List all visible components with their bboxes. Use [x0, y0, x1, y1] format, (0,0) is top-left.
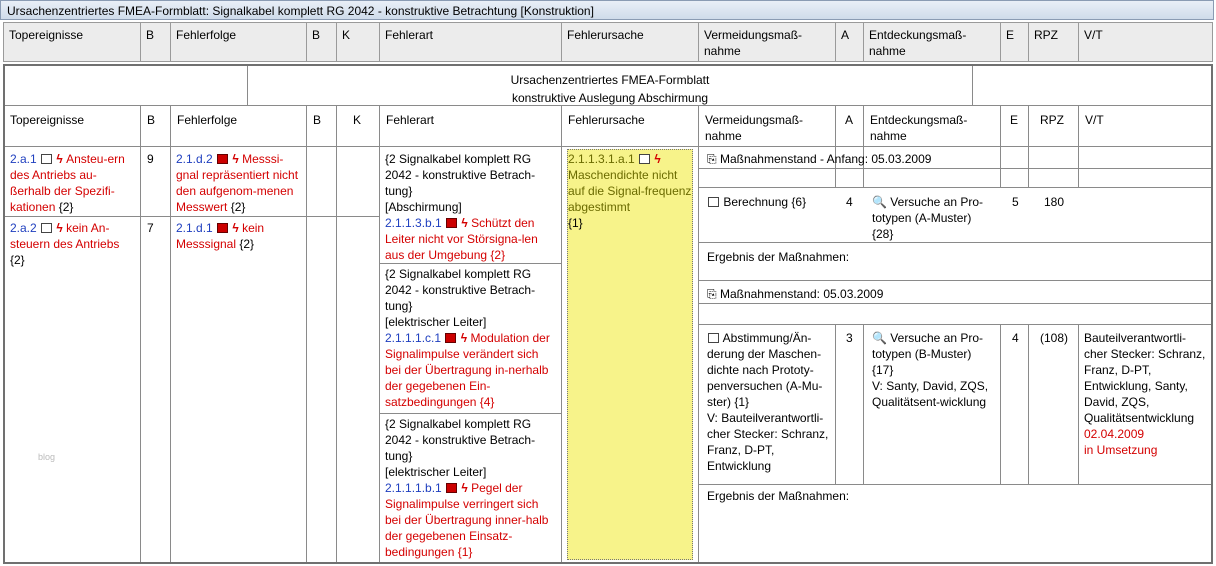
- failure-mode-text: Pegel der Signalimpulse verringert sich bei der Übertragung inner-halb der gegebenen Einsatz-bedingungen {1}: [385, 481, 549, 559]
- occurrence-a2: 3: [846, 331, 853, 345]
- col-rpz[interactable]: RPZ: [1029, 23, 1079, 61]
- window-title: Ursachenzentriertes FMEA-Formblatt: Signalkabel komplett RG 2042 - konstruktive Betrachtung [Konstruktion]: [0, 0, 1214, 20]
- detection-text: Versuche an Pro-totypen (B-Muster) {17}: [872, 331, 984, 377]
- failure-mode-code: 2.1.1.1.c.1: [385, 331, 442, 345]
- prevention-text: Abstimmung/Än-derung der Maschen-dichte nach Prototy-penversuchen (A-Mu-ster) {1}: [707, 331, 823, 409]
- form-col-b2: B: [313, 113, 322, 127]
- link-icon: [41, 223, 52, 233]
- measure-status-text: Maßnahmenstand - Anfang: 05.03.2009: [719, 152, 932, 166]
- rpz-2: (108): [1040, 331, 1069, 345]
- form-col-k: K: [353, 113, 362, 127]
- link-icon: [217, 154, 228, 164]
- failure-mode-context: {2 Signalkabel komplett RG 2042 - konstruktive Betrach-tung}: [385, 267, 536, 313]
- col-b2[interactable]: B: [307, 23, 337, 61]
- form-col-a: A: [845, 113, 854, 127]
- col-fehlerursache[interactable]: Fehlerursache: [562, 23, 699, 61]
- form-col-fehlerart: Fehlerart: [386, 113, 435, 127]
- detection-measure-2[interactable]: [867, 328, 1000, 412]
- failure-mode-scope: [Abschirmung]: [385, 200, 462, 214]
- form-col-vermeidung: Vermeidungsmaß-nahme: [705, 113, 804, 143]
- form-col-fehlerursache: Fehlerursache: [568, 113, 645, 127]
- top-event-count: {2}: [58, 200, 74, 214]
- form-col-b1: B: [147, 113, 156, 127]
- link-icon: [639, 154, 650, 164]
- form-col-fehlerfolge: Fehlerfolge: [177, 113, 238, 127]
- form-title: Ursachenzentriertes FMEA-Formblatt: [510, 73, 710, 87]
- top-event-code: 2.a.1: [10, 152, 37, 166]
- col-a[interactable]: A: [836, 23, 864, 61]
- column-header-row: [3, 22, 1213, 62]
- top-event-code: 2.a.2: [10, 221, 37, 235]
- failure-mode-1[interactable]: [380, 149, 561, 265]
- col-topereignisse[interactable]: Topereignisse: [4, 23, 141, 61]
- col-fehlerart[interactable]: Fehlerart: [380, 23, 562, 61]
- measure-status-current[interactable]: [702, 284, 1211, 304]
- measures-result-2[interactable]: Ergebnis der Maßnahmen:: [707, 489, 850, 503]
- failure-mode-3[interactable]: [380, 414, 561, 562]
- rpz-1: 180: [1044, 195, 1065, 209]
- document-icon: ⎘: [707, 152, 717, 166]
- severity-b1: 9: [147, 152, 154, 166]
- form-col-topereignisse: Topereignisse: [10, 113, 85, 127]
- consequence-text: Messsi-gnal repräsentiert nicht den aufgenom-menen Messwert: [176, 152, 299, 214]
- watermark: blog: [38, 452, 56, 462]
- vt-text: Bauteilverantwortli-cher Stecker: Schranz, Franz, D-PT, Entwicklung, Santy, David, ZQS, Qualitätsentwicklung: [1084, 331, 1206, 425]
- measures-result-1[interactable]: Ergebnis der Maßnahmen:: [707, 250, 850, 264]
- col-fehlerfolge[interactable]: Fehlerfolge: [171, 23, 307, 61]
- consequence-code: 2.1.d.2: [176, 152, 213, 166]
- failure-mode-scope: [elektrischer Leiter]: [385, 315, 487, 329]
- consequence-count: {2}: [230, 200, 246, 214]
- form-col-entdeckung: Entdeckungsmaß-nahme: [870, 113, 968, 143]
- checkbox-icon: [708, 333, 719, 343]
- bolt-icon: ϟ: [461, 481, 468, 495]
- bolt-icon: ϟ: [232, 152, 239, 166]
- document-icon: ⎘: [707, 287, 717, 301]
- failure-mode-text: Schützt den Leiter nicht vor Störsigna-len aus der Umgebung {2}: [385, 216, 538, 262]
- failure-mode-code: 2.1.1.3.b.1: [385, 216, 442, 230]
- measure-status-start[interactable]: [702, 149, 1211, 169]
- failure-mode-code: 2.1.1.1.b.1: [385, 481, 442, 495]
- col-e[interactable]: E: [1001, 23, 1029, 61]
- col-vt[interactable]: V/T: [1084, 28, 1103, 42]
- link-icon: [217, 223, 228, 233]
- bolt-icon: ϟ: [460, 331, 468, 345]
- top-event-text: Ansteu-ern des Antriebs au-ßerhalb der Spezifi-kationen: [10, 152, 125, 214]
- col-b1[interactable]: B: [141, 23, 171, 61]
- magnifier-icon: 🔍: [872, 195, 887, 209]
- cause-text: Maschendichte nicht auf die Signal-frequenz abgestimmt: [568, 168, 692, 214]
- consequence-code: 2.1.d.1: [176, 221, 213, 235]
- form-col-vt: V/T: [1085, 113, 1104, 127]
- bolt-icon: ϟ: [232, 221, 239, 235]
- col-vermeidung[interactable]: Vermeidungsmaß-nahme: [699, 23, 836, 61]
- failure-mode-scope: [elektrischer Leiter]: [385, 465, 487, 479]
- form-col-rpz: RPZ: [1040, 113, 1064, 127]
- top-event-1[interactable]: [5, 149, 140, 217]
- detection-measure-1[interactable]: [867, 192, 1000, 244]
- consequence-count: {2}: [239, 237, 255, 251]
- occurrence-a1: 4: [846, 195, 853, 209]
- failure-mode-2[interactable]: [380, 264, 561, 412]
- bolt-icon: ϟ: [56, 152, 63, 166]
- consequence-1[interactable]: [171, 149, 306, 217]
- link-icon: [41, 154, 52, 164]
- failure-mode-context: {2 Signalkabel komplett RG 2042 - konstruktive Betrach-tung}: [385, 417, 536, 463]
- col-k[interactable]: K: [337, 23, 380, 61]
- link-icon: [446, 218, 457, 228]
- cause-count: {1}: [568, 216, 583, 230]
- form-col-e: E: [1010, 113, 1019, 127]
- cause[interactable]: [565, 150, 695, 232]
- measure-status-text: Maßnahmenstand: 05.03.2009: [719, 287, 884, 301]
- detection-text: Versuche an Pro-totypen (A-Muster) {28}: [872, 195, 984, 241]
- prevention-responsible: V: Bauteilverantwortli-cher Stecker: Schranz, Franz, D-PT, Entwicklung: [707, 411, 829, 473]
- checkbox-icon: [708, 197, 719, 207]
- form-subtitle: konstruktive Auslegung Abschirmung: [511, 91, 709, 105]
- bolt-icon: ϟ: [654, 152, 661, 166]
- bolt-icon: ϟ: [56, 221, 63, 235]
- bolt-icon: ϟ: [461, 216, 468, 230]
- magnifier-icon: 🔍: [872, 331, 887, 345]
- prevention-measure-2[interactable]: [702, 328, 835, 476]
- fmea-form: [3, 64, 1213, 564]
- failure-mode-context: {2 Signalkabel komplett RG 2042 - konstruktive Betrach-tung}: [385, 152, 536, 198]
- top-event-text: kein An-steuern des Antriebs: [10, 221, 120, 251]
- prevention-text: Berechnung {6}: [723, 195, 807, 209]
- failure-mode-text: Modulation der Signalimpulse verändert sich bei der Übertragung in-nerhalb der gegebenen Ein-satzbedingungen {4}: [385, 331, 550, 409]
- top-event-count: {2}: [10, 253, 25, 267]
- responsible-vt[interactable]: [1079, 328, 1211, 460]
- consequence-2[interactable]: [171, 218, 306, 254]
- link-icon: [445, 333, 456, 343]
- top-event-2[interactable]: [5, 218, 140, 270]
- prevention-measure-1[interactable]: [702, 192, 835, 212]
- cause-code: 2.1.1.3.1.a.1: [568, 152, 635, 166]
- vt-state: in Umsetzung: [1084, 443, 1158, 457]
- vt-date: 02.04.2009: [1084, 427, 1145, 441]
- consequence-text: kein Messsignal: [176, 221, 265, 251]
- detection-e2: 4: [1012, 331, 1019, 345]
- detection-e1: 5: [1012, 195, 1019, 209]
- link-icon: [446, 483, 457, 493]
- detection-responsible: V: Santy, David, ZQS, Qualitätsent-wicklung: [872, 379, 989, 409]
- col-entdeckung[interactable]: Entdeckungsmaß-nahme: [864, 23, 1001, 61]
- severity-b2: 7: [147, 221, 154, 235]
